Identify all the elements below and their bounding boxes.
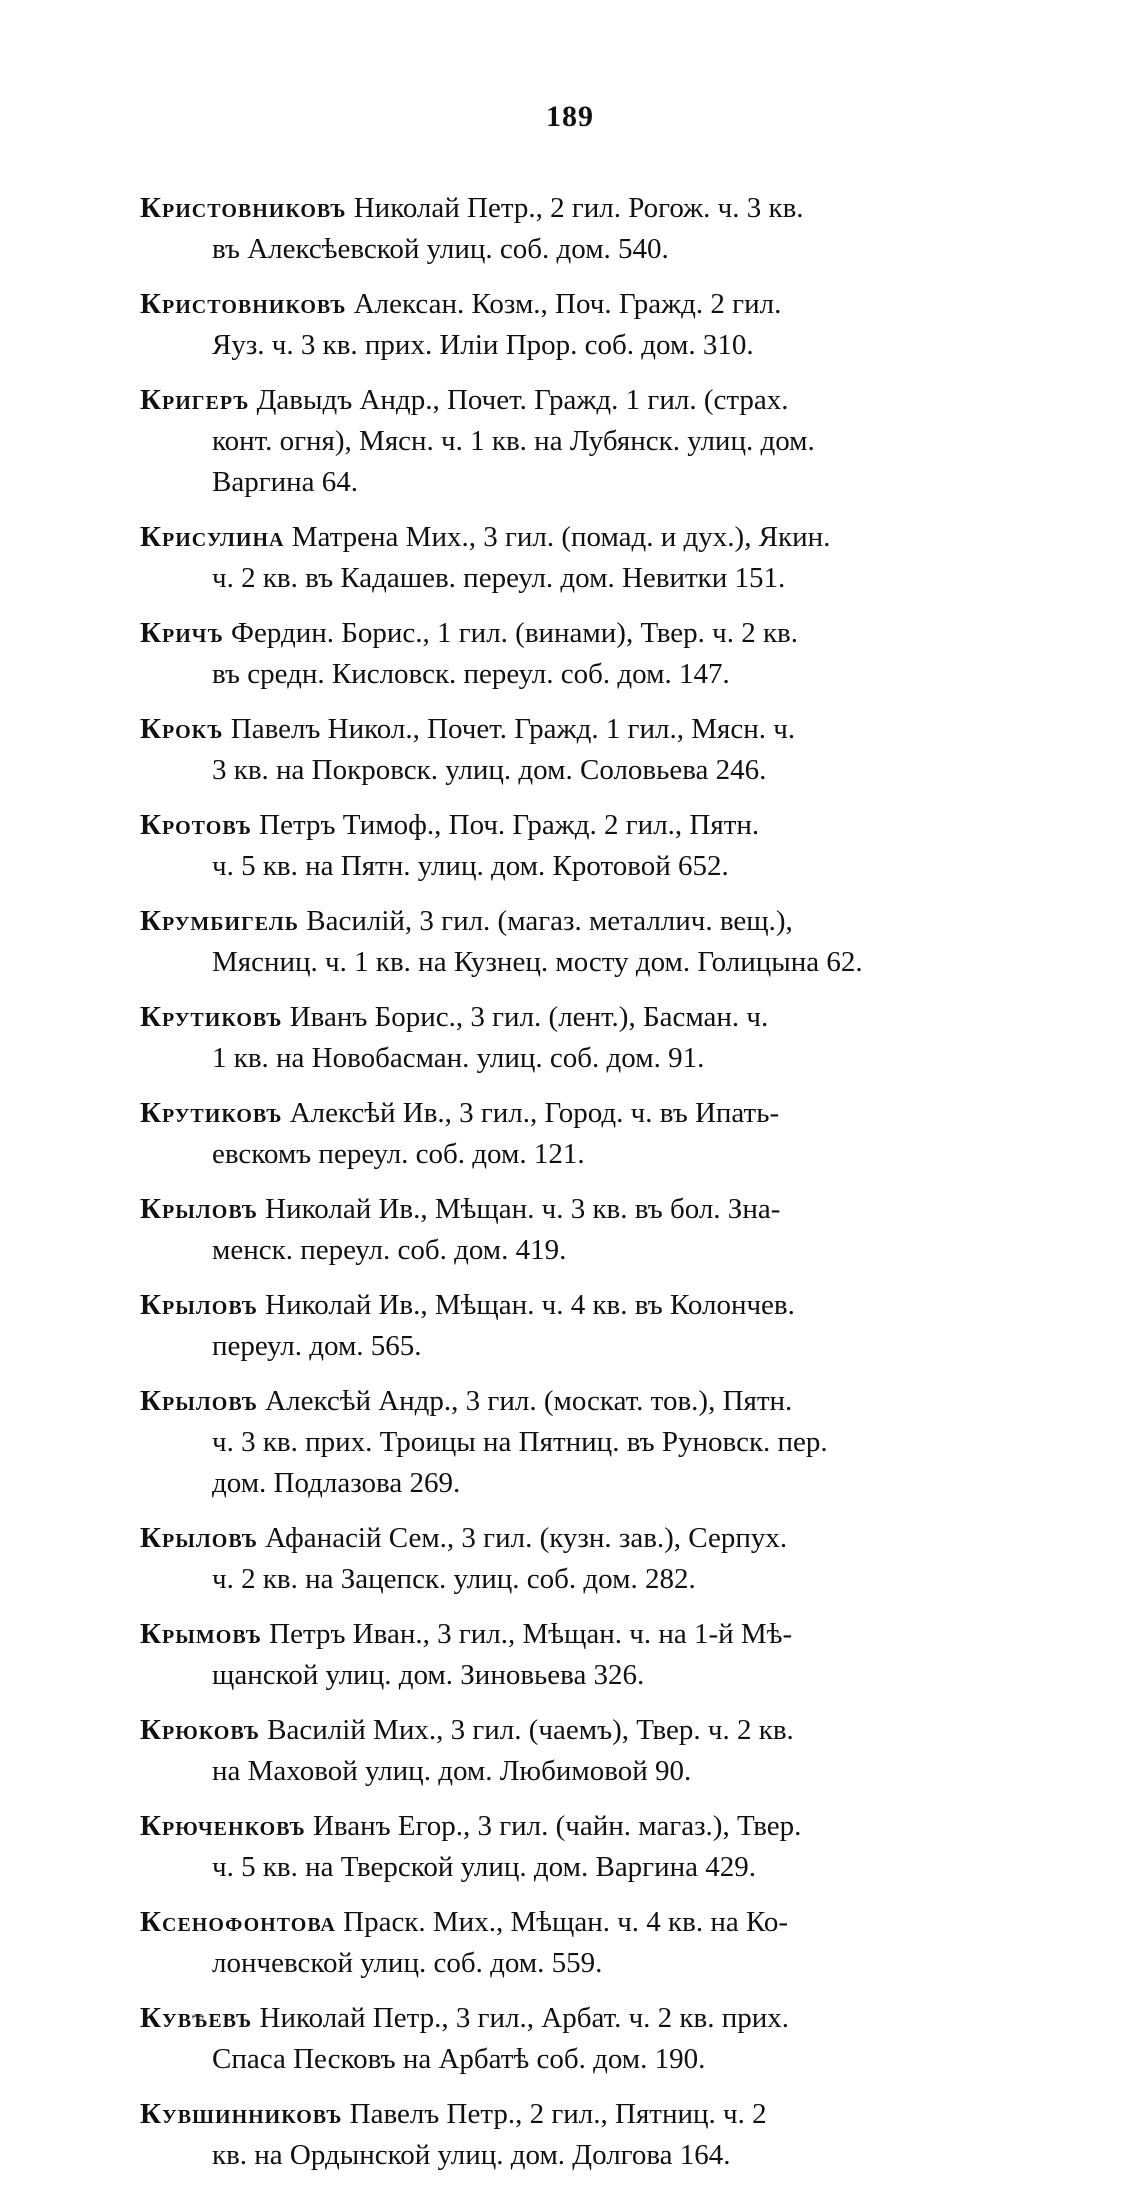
entry-line — [140, 901, 1040, 942]
entry-surname: Крутиковъ — [140, 1097, 283, 1129]
entry-line — [140, 517, 1040, 558]
directory-entry — [140, 1518, 1040, 1600]
entry-line — [140, 1614, 1040, 1655]
entry-text: Давыдъ Андр., Почет. Гражд. 1 гил. (страх. — [256, 384, 789, 416]
directory-entry — [140, 1806, 1040, 1888]
entry-line — [140, 613, 1040, 654]
entry-text: щанской улиц. дом. Зиновьева 326. — [212, 1659, 645, 1691]
entry-text: 3 кв. на Покровск. улиц. дом. Соловьева 246. — [212, 754, 767, 786]
entry-text: Николай Петр., 2 гил. Рогож. ч. 3 кв. — [353, 192, 804, 224]
entry-line — [140, 1943, 1040, 1984]
directory-entry — [140, 1093, 1040, 1175]
entry-text: Яуз. ч. 3 кв. прих. Иліи Прор. соб. дом. 310. — [212, 329, 754, 361]
entry-line — [140, 2135, 1040, 2176]
entry-surname: Кристовниковъ — [140, 288, 347, 320]
entry-line — [140, 1381, 1040, 1422]
page-number: 189 — [546, 100, 594, 133]
directory-entry — [140, 380, 1040, 503]
entry-line — [140, 805, 1040, 846]
entry-line — [140, 1038, 1040, 1079]
entry-text: Алексан. Козм., Поч. Гражд. 2 гил. — [353, 288, 782, 320]
entry-line — [140, 1189, 1040, 1230]
directory-entries — [140, 188, 1040, 2190]
entry-text: Петръ Тимоф., Поч. Гражд. 2 гил., Пятн. — [259, 809, 760, 841]
directory-entry — [140, 517, 1040, 599]
entry-text: Николай Ив., Мѣщан. ч. 3 кв. въ бол. Зна- — [265, 1193, 781, 1225]
entry-text: Спаса Песковъ на Арбатѣ соб. дом. 190. — [212, 2043, 706, 2075]
entry-line — [140, 380, 1040, 421]
entry-surname: Кротовъ — [140, 809, 252, 841]
entry-line — [140, 1902, 1040, 1943]
entry-surname: Кристовниковъ — [140, 192, 347, 224]
entry-text: переул. дом. 565. — [212, 1330, 422, 1362]
directory-entry — [140, 1902, 1040, 1984]
entry-line — [140, 1326, 1040, 1367]
entry-surname: Ксенофонтова — [140, 1906, 336, 1938]
entry-surname: Крюковъ — [140, 1714, 260, 1746]
entry-surname: Кричъ — [140, 617, 224, 649]
entry-surname: Крыловъ — [140, 1289, 258, 1321]
entry-line — [140, 2094, 1040, 2135]
entry-text: Фердин. Борис., 1 гил. (винами), Твер. ч. 2 кв. — [231, 617, 798, 649]
entry-line — [140, 421, 1040, 462]
entry-line — [140, 325, 1040, 366]
entry-surname: Крумбигель — [140, 905, 300, 937]
entry-text: ч. 2 кв. въ Кадашев. переул. дом. Невитки 151. — [212, 562, 786, 594]
entry-line — [140, 1806, 1040, 1847]
entry-surname: Крюченковъ — [140, 1810, 306, 1842]
entry-text: Матрена Мих., 3 гил. (помад. и дух.), Якин. — [291, 521, 831, 553]
entry-text: ч. 5 кв. на Тверской улиц. дом. Варгина 429. — [212, 1851, 756, 1883]
entry-text: Варгина 64. — [212, 466, 359, 498]
entry-text: лончевской улиц. соб. дом. 559. — [212, 1947, 603, 1979]
entry-text: ч. 3 кв. прих. Троицы на Пятниц. въ Руновск. пер. — [212, 1426, 828, 1458]
entry-line — [140, 654, 1040, 695]
entry-line — [140, 997, 1040, 1038]
directory-entry — [140, 901, 1040, 983]
entry-line — [140, 1285, 1040, 1326]
entry-text: кв. на Ордынской улиц. дом. Долгова 164. — [212, 2139, 731, 2171]
entry-line — [140, 942, 1040, 983]
directory-entry — [140, 1189, 1040, 1271]
entry-line — [140, 1847, 1040, 1888]
entry-line — [140, 1463, 1040, 1504]
entry-text: конт. огня), Мясн. ч. 1 кв. на Лубянск. улиц. дом. — [212, 425, 815, 457]
directory-entry — [140, 805, 1040, 887]
entry-line — [140, 1134, 1040, 1175]
entry-text: Петръ Иван., 3 гил., Мѣщан. ч. на 1-й Мѣ- — [269, 1618, 793, 1650]
entry-text: Афанасій Сем., 3 гил. (кузн. зав.), Серпух. — [265, 1522, 788, 1554]
entry-line — [140, 1422, 1040, 1463]
entry-text: Павелъ Никол., Почет. Гражд. 1 гил., Мясн. ч. — [230, 713, 796, 745]
entry-text: Алексѣй Андр., 3 гил. (москат. тов.), Пятн. — [265, 1385, 793, 1417]
entry-line — [140, 558, 1040, 599]
directory-entry — [140, 1614, 1040, 1696]
entry-text: ч. 2 кв. на Зацепск. улиц. соб. дом. 282. — [212, 1563, 696, 1595]
entry-text: Василій Мих., 3 гил. (чаемъ), Твер. ч. 2 кв. — [267, 1714, 794, 1746]
entry-line — [140, 1093, 1040, 1134]
directory-entry — [140, 1381, 1040, 1504]
entry-surname: Крисулина — [140, 521, 285, 553]
entry-surname: Кувшинниковъ — [140, 2098, 343, 2130]
entry-line — [140, 1998, 1040, 2039]
directory-entry — [140, 188, 1040, 270]
entry-text: Николай Петр., 3 гил., Арбат. ч. 2 кв. прих. — [259, 2002, 790, 2034]
directory-entry — [140, 284, 1040, 366]
directory-entry — [140, 1285, 1040, 1367]
entry-text: Николай Ив., Мѣщан. ч. 4 кв. въ Колончев. — [265, 1289, 795, 1321]
entry-line — [140, 2039, 1040, 2080]
entry-line — [140, 1518, 1040, 1559]
directory-entry — [140, 1998, 1040, 2080]
entry-text: 1 кв. на Новобасман. улиц. соб. дом. 91. — [212, 1042, 705, 1074]
entry-text: Алексѣй Ив., 3 гил., Город. ч. въ Ипать- — [289, 1097, 780, 1129]
entry-text: Павелъ Петр., 2 гил., Пятниц. ч. 2 — [349, 2098, 767, 2130]
entry-text: Иванъ Егор., 3 гил. (чайн. магаз.), Твер. — [312, 1810, 802, 1842]
directory-entry — [140, 1710, 1040, 1792]
entry-surname: Кригеръ — [140, 384, 250, 416]
entry-line — [140, 1655, 1040, 1696]
entry-text: Мясниц. ч. 1 кв. на Кузнец. мосту дом. Голицына 62. — [212, 946, 863, 978]
entry-line — [140, 284, 1040, 325]
entry-line — [140, 1710, 1040, 1751]
directory-entry — [140, 613, 1040, 695]
directory-entry — [140, 997, 1040, 1079]
entry-surname: Крокъ — [140, 713, 224, 745]
entry-text: въ средн. Кисловск. переул. соб. дом. 147. — [212, 658, 730, 690]
entry-line — [140, 1559, 1040, 1600]
entry-surname: Крыловъ — [140, 1193, 258, 1225]
entry-text: Праск. Мих., Мѣщан. ч. 4 кв. на Ко- — [343, 1906, 789, 1938]
entry-text: менск. переул. соб. дом. 419. — [212, 1234, 567, 1266]
directory-entry — [140, 2094, 1040, 2176]
entry-line — [140, 462, 1040, 503]
entry-text: Василій, 3 гил. (магаз. металлич. вещ.), — [306, 905, 793, 937]
entry-line — [140, 750, 1040, 791]
entry-surname: Крутиковъ — [140, 1001, 283, 1033]
entry-line — [140, 188, 1040, 229]
entry-text: въ Алексѣевской улиц. соб. дом. 540. — [212, 233, 669, 265]
entry-surname: Крыловъ — [140, 1385, 258, 1417]
entry-text: евскомъ переул. соб. дом. 121. — [212, 1138, 585, 1170]
entry-surname: Кувѣевъ — [140, 2002, 253, 2034]
entry-text: ч. 5 кв. на Пятн. улиц. дом. Кротовой 652. — [212, 850, 729, 882]
entry-line — [140, 1751, 1040, 1792]
entry-line — [140, 229, 1040, 270]
entry-line — [140, 1230, 1040, 1271]
entry-surname: Крыловъ — [140, 1522, 258, 1554]
entry-text: дом. Подлазова 269. — [212, 1467, 461, 1499]
entry-line — [140, 709, 1040, 750]
entry-line — [140, 846, 1040, 887]
entry-text: на Маховой улиц. дом. Любимовой 90. — [212, 1755, 692, 1787]
entry-surname: Крымовъ — [140, 1618, 262, 1650]
directory-entry — [140, 709, 1040, 791]
entry-text: Иванъ Борис., 3 гил. (лент.), Басман. ч. — [289, 1001, 769, 1033]
